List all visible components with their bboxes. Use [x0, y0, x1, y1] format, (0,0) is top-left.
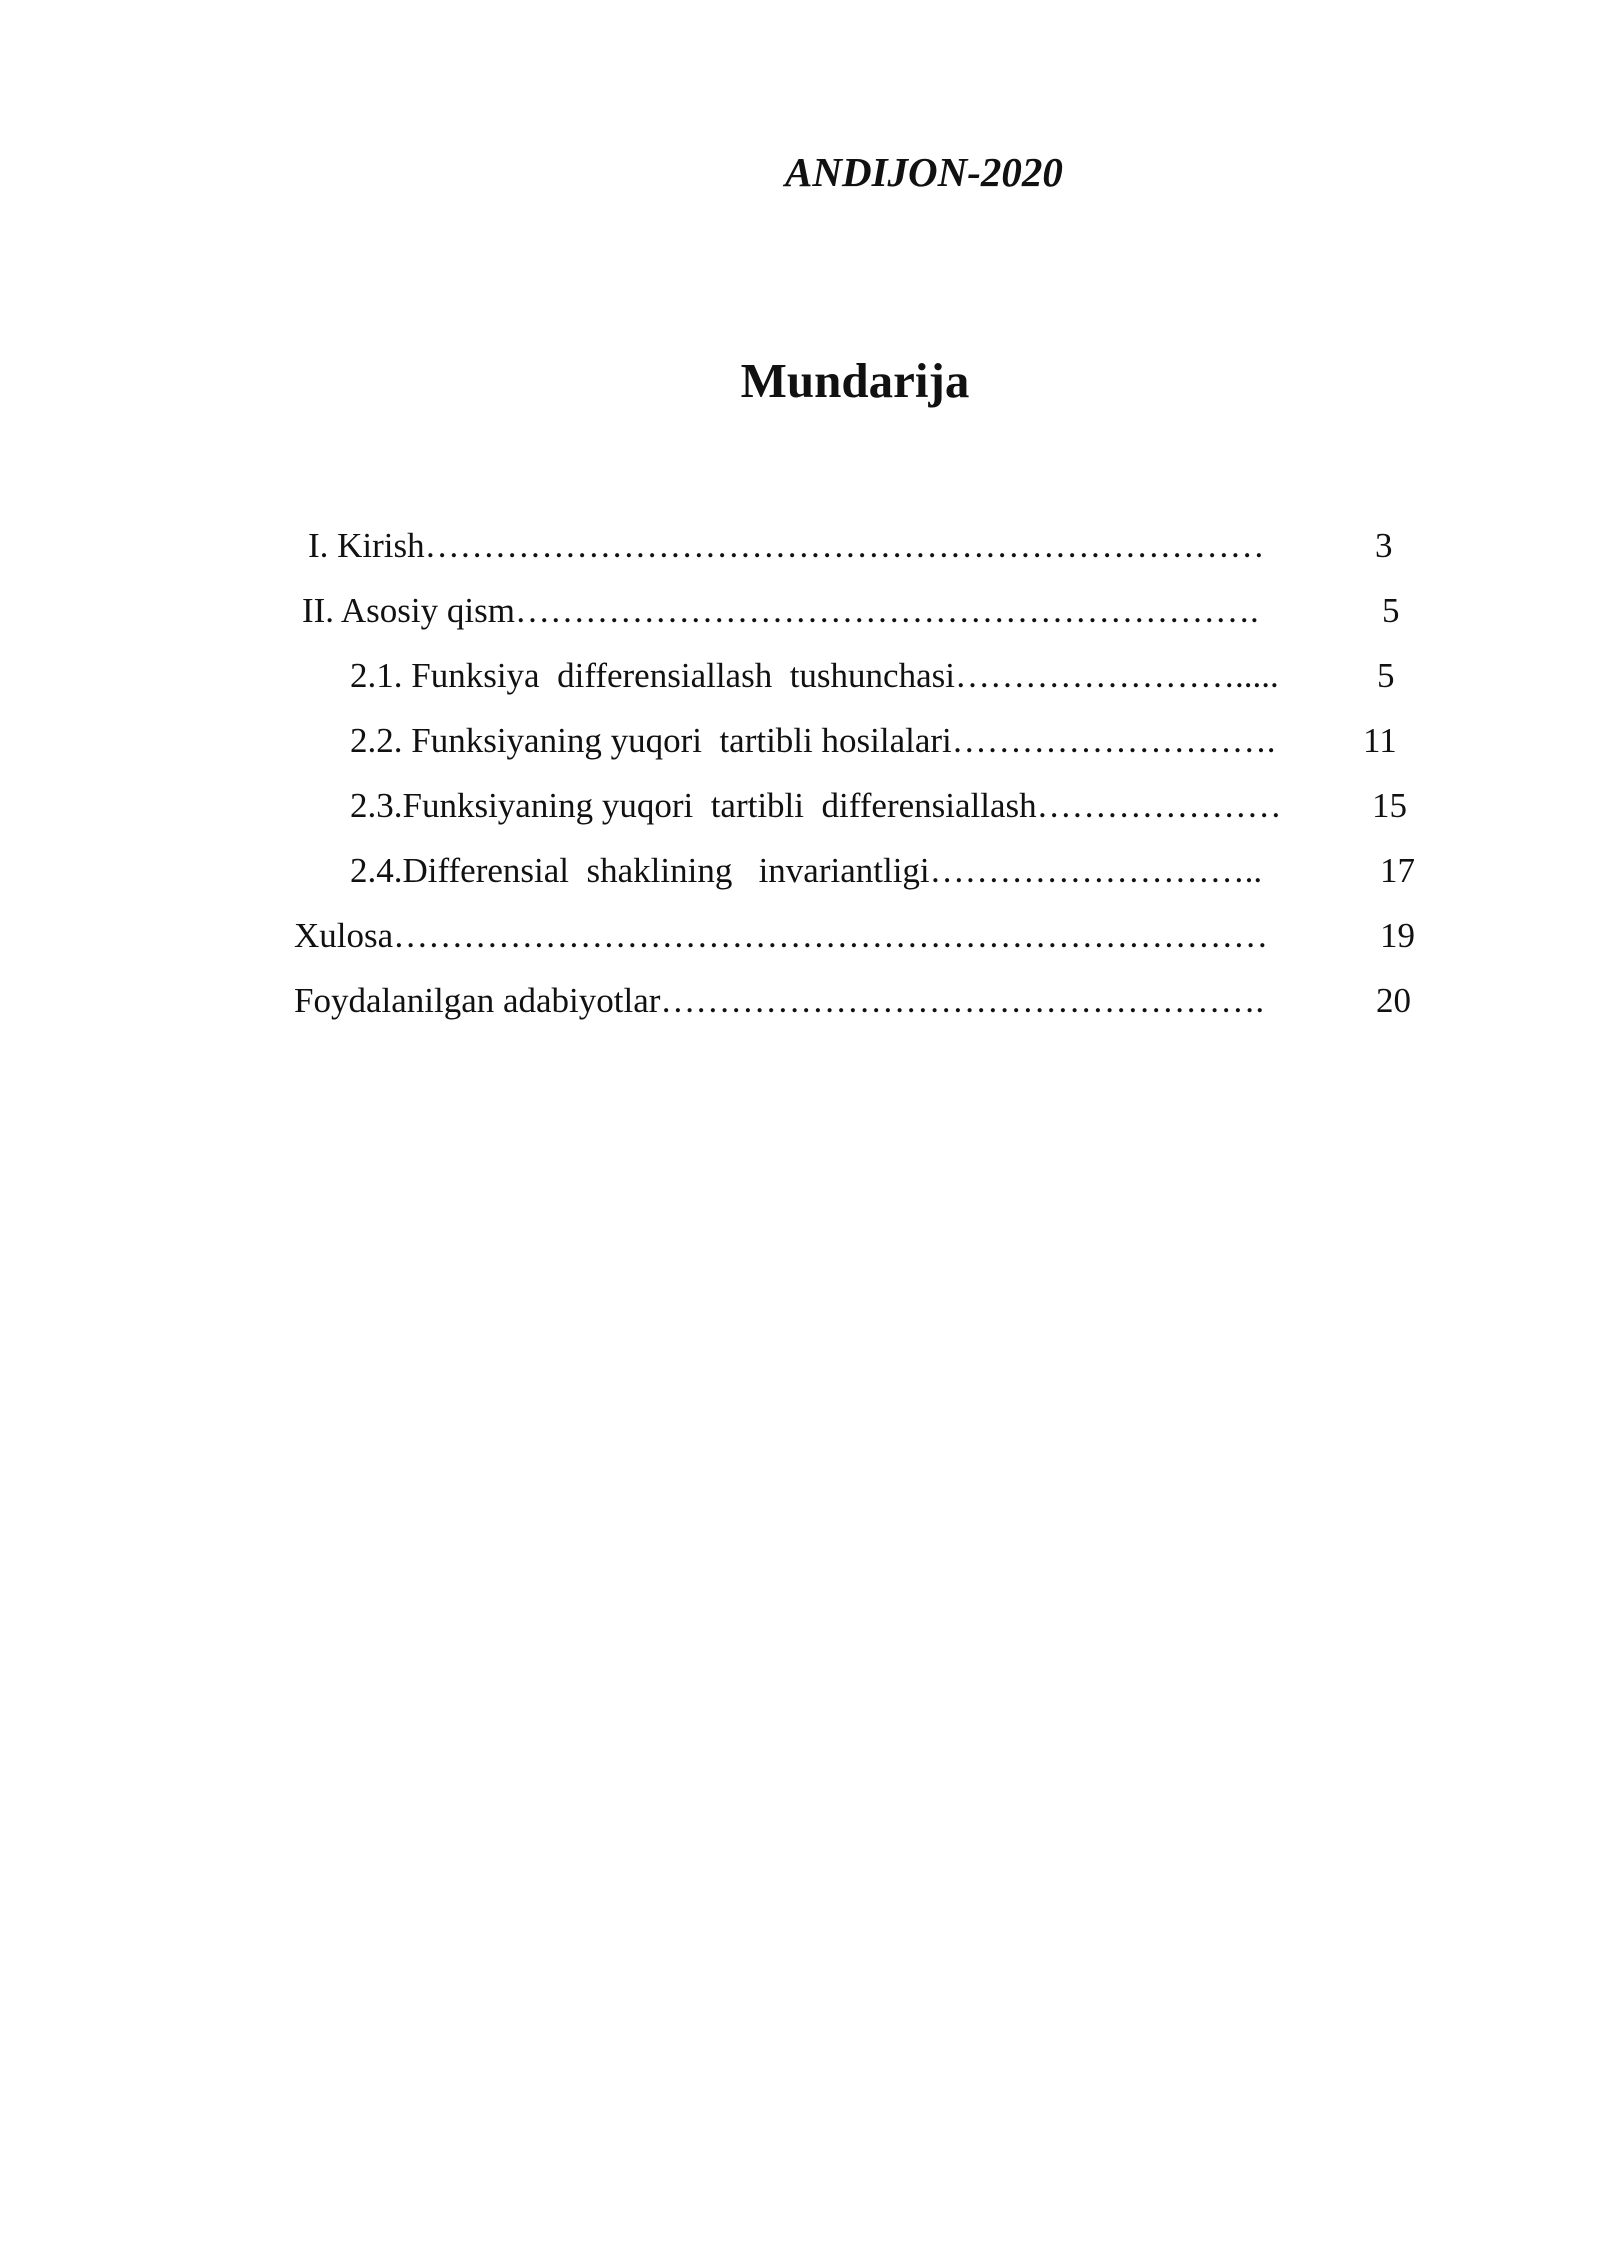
toc-entry-page: 19 [1380, 916, 1415, 955]
city-year-heading: ANDIJON-2020 [785, 149, 1063, 195]
toc-entry-label: II. Asosiy qism………………………………………………………. [302, 591, 1259, 630]
toc-entry-label: 2.2. Funksiyaning yuqori tartibli hosilalari………………………. [350, 721, 1276, 760]
toc-entry-page: 3 [1375, 526, 1393, 565]
table-of-contents [0, 0, 1600, 1100]
toc-entry-page: 20 [1376, 981, 1411, 1020]
toc-entry-page: 15 [1372, 786, 1407, 825]
toc-entry-page: 5 [1382, 591, 1400, 630]
toc-entry-label: Foydalanilgan adabiyotlar……………………………………………. [294, 981, 1265, 1020]
toc-entry-page: 5 [1377, 656, 1395, 695]
toc-entry-label: 2.4.Differensial shaklining invariantligi……………………….. [350, 851, 1263, 890]
toc-entry-label: I. Kirish……………………………………………………………… [308, 526, 1265, 565]
toc-entry-page: 11 [1363, 721, 1397, 760]
toc-entry-label: 2.1. Funksiya differensiallash tushunchasi……………………..... [350, 656, 1279, 695]
toc-entry-page: 17 [1380, 851, 1415, 890]
toc-entry-label: 2.3.Funksiyaning yuqori tartibli differensiallash………………… [350, 786, 1282, 825]
toc-title: Mundarija [740, 353, 970, 408]
toc-entry-label: Xulosa………………………………………………………………… [294, 916, 1269, 955]
